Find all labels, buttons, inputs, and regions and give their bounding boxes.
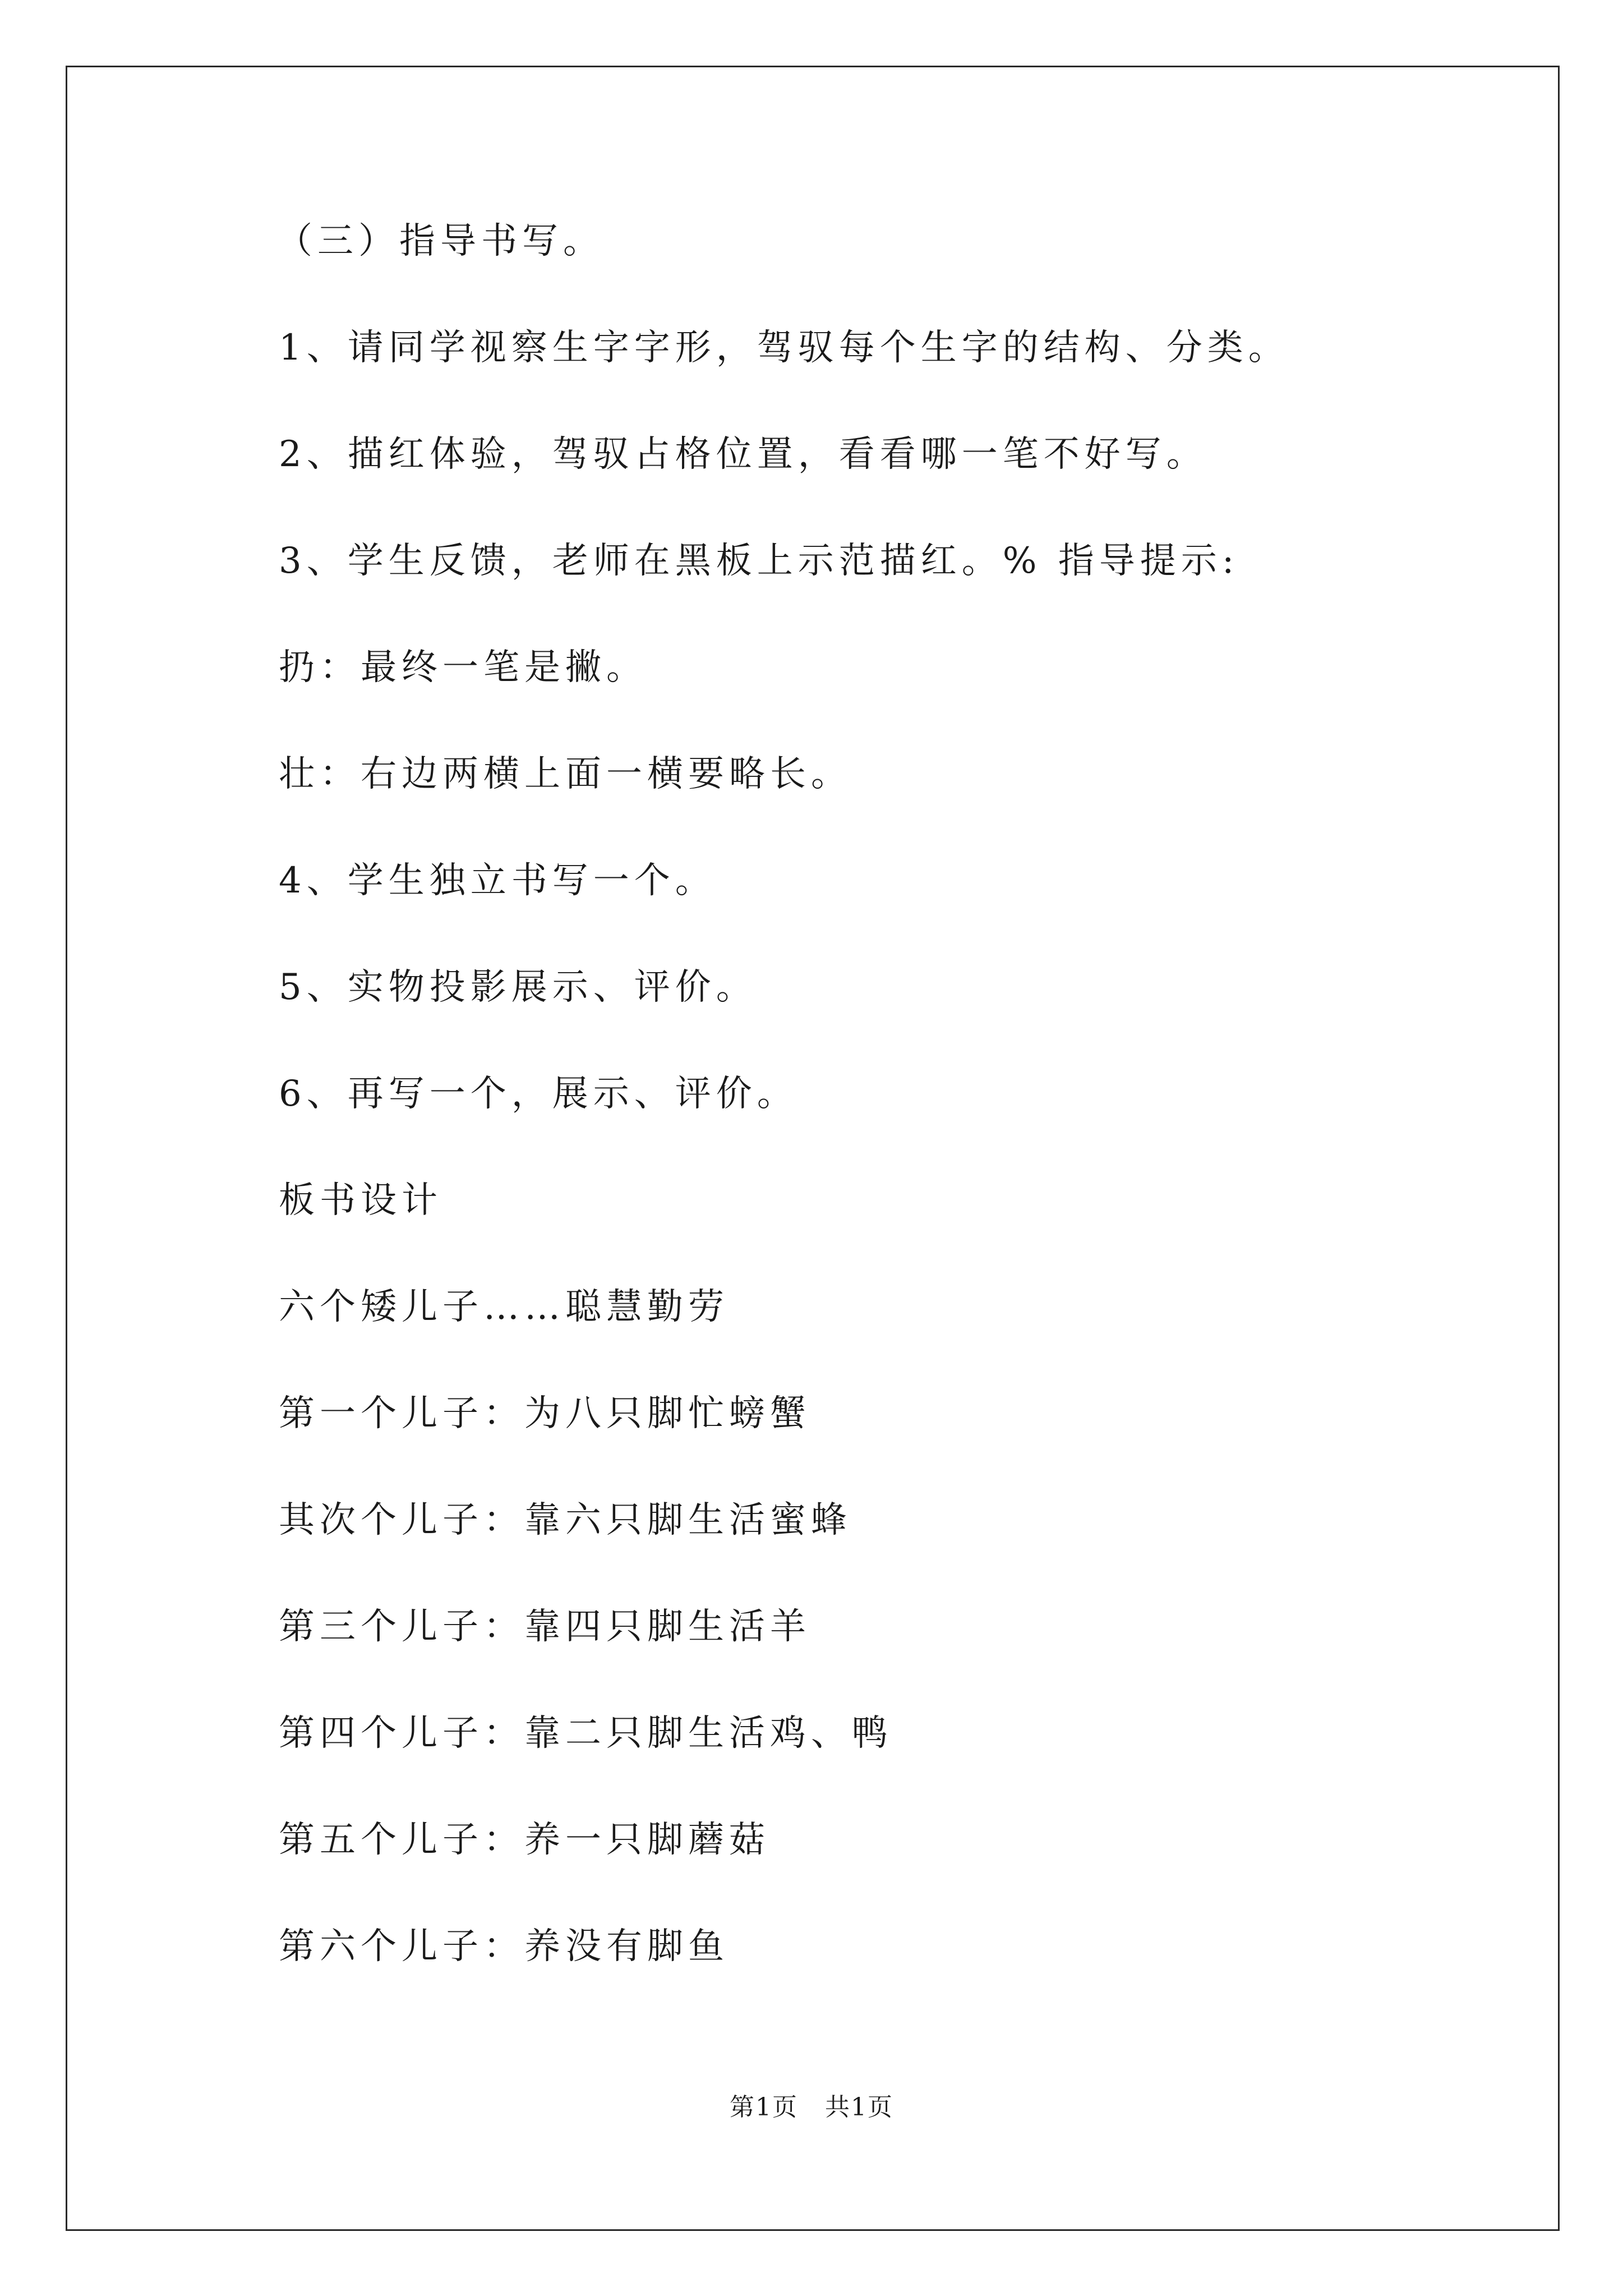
board-line-summary: 六个矮儿子……聪慧勤劳 (279, 1286, 729, 1328)
board-line-son-1: 第一个儿子：为八只脚忙螃蟹 (279, 1393, 811, 1434)
step-5-text: 5、实物投影展示、评价。 (279, 967, 757, 1008)
step-1-text: 1、请同学视察生字字形，驾驭每个生字的结构、分类。 (279, 327, 1289, 369)
hint-zhuang-text: 壮：右边两横上面一横要略长。 (279, 753, 852, 795)
step-2-text: 2、描红体验，驾驭占格位置，看看哪一笔不好写。 (279, 434, 1207, 475)
board-line-son-3: 第三个儿子：靠四只脚生活羊 (279, 1606, 811, 1648)
step-6-text: 6、再写一个，展示、评价。 (279, 1073, 798, 1115)
board-line-son-4: 第四个儿子：靠二只脚生活鸡、鸭 (279, 1713, 893, 1754)
step-3-text: 3、学生反馈，老师在黑板上示范描红。% 指导提示: (279, 540, 1239, 582)
hint-reng-text: 扔：最终一笔是撇。 (279, 647, 647, 688)
board-line-son-2: 其次个儿子：靠六只脚生活蜜蜂 (279, 1499, 852, 1541)
step-4-text: 4、学生独立书写一个。 (279, 860, 716, 901)
page-border (66, 66, 1560, 2231)
board-line-son-6: 第六个儿子：养没有脚鱼 (279, 1926, 729, 1967)
board-line-son-5: 第五个儿子：养一只脚蘑菇 (279, 1819, 770, 1861)
page-number-footer: 第1页 共1页 (730, 2093, 893, 2122)
board-design-heading: 板书设计 (279, 1180, 442, 1221)
section-heading-guide-writing: （三）指导书写。 (276, 220, 604, 262)
